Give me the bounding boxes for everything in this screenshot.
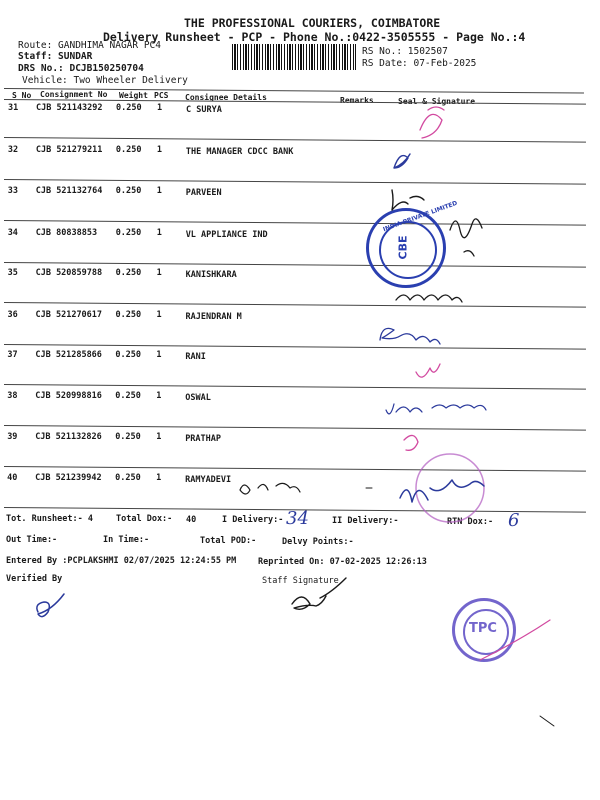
total-dox-value: 40 bbox=[186, 515, 197, 525]
bottom-mark bbox=[540, 716, 554, 726]
cbe-stamp-ring-text: INDIA PRIVATE LIMITED bbox=[382, 199, 459, 234]
drc-scribble bbox=[240, 483, 300, 494]
col-sno: S No bbox=[12, 91, 32, 100]
signature-39 bbox=[404, 435, 418, 450]
row-weight: 0.250 bbox=[115, 268, 142, 278]
vehicle-label: Vehicle: Two Wheeler Delivery bbox=[22, 75, 188, 86]
row-consignment: CJB 521132764 bbox=[35, 186, 103, 196]
signature-32 bbox=[394, 154, 410, 168]
row-pcs: 1 bbox=[156, 145, 163, 155]
row-consignment: CJB 521285866 bbox=[35, 350, 102, 360]
row-consignment: CJB 521143292 bbox=[36, 103, 103, 113]
row-sno: 36 bbox=[7, 310, 18, 320]
row-pcs: 1 bbox=[156, 391, 162, 401]
pink-stroke bbox=[480, 620, 550, 660]
row-weight: 0.250 bbox=[115, 310, 142, 320]
row-pcs: 1 bbox=[156, 228, 162, 238]
signature-33 bbox=[392, 190, 424, 210]
row-sno: 32 bbox=[7, 145, 19, 155]
row-sno: 38 bbox=[7, 391, 18, 401]
cbe-stamp-center: CBE bbox=[396, 235, 410, 260]
row-pcs: 1 bbox=[156, 350, 162, 360]
drs-number: DRS No.: DCJB150250704 bbox=[18, 63, 144, 74]
entered-by: Entered By :PCPLAKSHMI 02/07/2025 12:24:55 PM bbox=[6, 556, 237, 566]
tot-runsheet: Tot. Runsheet:- 4 bbox=[6, 514, 93, 524]
row-sno: 35 bbox=[7, 268, 18, 278]
row-weight: 0.250 bbox=[115, 145, 142, 155]
rs-date: RS Date: 07-Feb-2025 bbox=[362, 58, 477, 69]
reprinted-on: Reprinted On: 07-02-2025 12:26:13 bbox=[258, 557, 427, 567]
row-sno: 34 bbox=[7, 228, 18, 238]
rtn-dox-label: RTN Dox:- bbox=[447, 517, 494, 527]
row-sno: 33 bbox=[7, 186, 19, 196]
signature-38 bbox=[386, 404, 486, 414]
i-delivery-label: I Delivery:- bbox=[222, 515, 284, 525]
signature-36 bbox=[380, 328, 440, 344]
i-delivery-handwritten: 34 bbox=[286, 508, 309, 529]
staff-signature bbox=[292, 578, 346, 609]
route-label: Route: GANDHIMA NAGAR PC4 bbox=[18, 40, 161, 51]
row-sno: 40 bbox=[7, 473, 18, 483]
col-pcs: PCS bbox=[154, 91, 169, 100]
signature-40 bbox=[400, 480, 484, 502]
rtn-handwritten: 6 bbox=[508, 510, 520, 531]
row-weight: 0.250 bbox=[115, 432, 141, 442]
col-seal-signature: Seal & Signature bbox=[398, 97, 476, 106]
row-pcs: 1 bbox=[156, 186, 162, 196]
row-consignee: C SURYA bbox=[186, 105, 222, 115]
row-pcs: 1 bbox=[156, 473, 162, 483]
row-sno: 37 bbox=[7, 350, 18, 360]
row-weight: 0.250 bbox=[115, 228, 142, 238]
row-weight: 0.250 bbox=[116, 103, 142, 113]
row-consignee: RANI bbox=[185, 352, 206, 362]
total-dox-label: Total Dox:- bbox=[116, 514, 173, 524]
in-time: In Time:- bbox=[103, 535, 150, 545]
out-time: Out Time:- bbox=[6, 535, 58, 545]
tpc-stamp-text: TPC bbox=[469, 621, 497, 636]
row-consignee: VL APPLIANCE IND bbox=[185, 230, 268, 240]
col-remarks: Remarks bbox=[340, 96, 374, 105]
delvy-points: Delvy Points:- bbox=[282, 537, 354, 547]
row-pcs: 1 bbox=[156, 268, 162, 278]
total-pod: Total POD:- bbox=[200, 536, 257, 546]
pink-circle-stamp bbox=[416, 454, 484, 522]
staff-signature-label: Staff Signature bbox=[262, 576, 339, 586]
row-consignment: CJB 521279211 bbox=[35, 145, 103, 155]
row-consignment: CJB 521132826 bbox=[35, 432, 102, 442]
row-consignee: RAMYADEVI bbox=[185, 475, 232, 485]
row-consignment: CJB 521270617 bbox=[35, 310, 103, 320]
row-pcs: 1 bbox=[156, 310, 162, 320]
row-consignee: RAJENDRAN M bbox=[185, 312, 242, 322]
col-consignee: Consignee Details bbox=[185, 93, 267, 102]
verified-by: Verified By bbox=[6, 574, 63, 584]
runsheet-subtitle: Delivery Runsheet - PCP - Phone No.:0422-3505555 - Page No.:4 bbox=[103, 30, 526, 44]
rs-number: RS No.: 1502507 bbox=[362, 46, 448, 57]
signature-34 bbox=[450, 219, 482, 256]
page-title: THE PROFESSIONAL COURIERS, COIMBATORE bbox=[184, 16, 441, 30]
row-weight: 0.250 bbox=[115, 391, 141, 401]
row-consignment: CJB 80838853 bbox=[35, 228, 98, 238]
staff-label: Staff: SUNDAR bbox=[18, 51, 93, 62]
row-consignee: THE MANAGER CDCC BANK bbox=[185, 147, 294, 157]
row-consignment: CJB 520998816 bbox=[35, 391, 102, 401]
row-consignee: PARVEEN bbox=[185, 188, 222, 198]
row-sno: 39 bbox=[7, 432, 18, 442]
col-consignment: Consignment No bbox=[40, 90, 108, 99]
verified-signature bbox=[37, 594, 64, 617]
signature-31 bbox=[420, 107, 444, 138]
signature-37 bbox=[416, 364, 440, 377]
signature-35 bbox=[396, 295, 462, 302]
row-weight: 0.250 bbox=[115, 473, 141, 483]
row-consignment: CJB 520859788 bbox=[35, 268, 103, 278]
row-sno: 31 bbox=[8, 103, 19, 113]
row-pcs: 1 bbox=[157, 103, 163, 113]
row-consignee: OSWAL bbox=[185, 393, 211, 403]
row-pcs: 1 bbox=[156, 432, 162, 442]
row-consignee: KANISHKARA bbox=[185, 270, 237, 280]
col-weight: Weight bbox=[119, 91, 148, 100]
ii-delivery-label: II Delivery:- bbox=[332, 516, 399, 526]
row-consignment: CJB 521239942 bbox=[35, 473, 102, 483]
row-consignee: PRATHAP bbox=[185, 434, 222, 444]
row-weight: 0.250 bbox=[115, 350, 141, 360]
row-weight: 0.250 bbox=[115, 186, 142, 196]
